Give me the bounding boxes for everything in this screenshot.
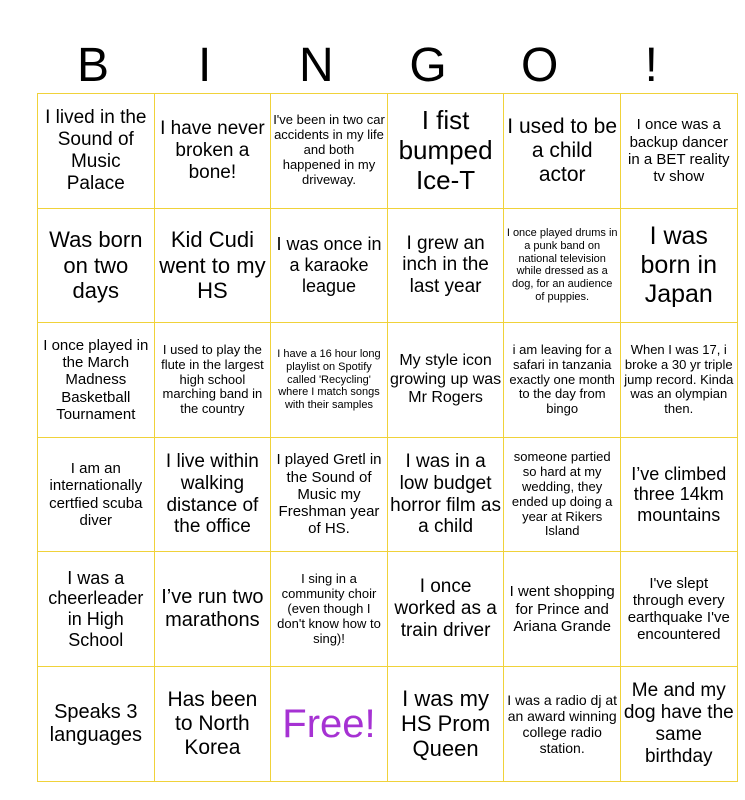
bingo-square[interactable]: I once was a backup dancer in a BET reality tv show (620, 94, 737, 209)
bingo-row (38, 208, 738, 323)
bingo-square[interactable]: I’ve climbed three 14km mountains (620, 437, 737, 552)
bingo-square[interactable]: I was once in a karaoke league (271, 208, 388, 323)
header-letter: G (409, 39, 447, 92)
bingo-square[interactable]: I played Gretl in the Sound of Music my Freshman year of HS. (271, 437, 388, 552)
bingo-square[interactable]: I’ve run two marathons (154, 552, 271, 667)
bingo-square[interactable]: I lived in the Sound of Music Palace (38, 94, 155, 209)
bingo-square[interactable]: Kid Cudi went to my HS (154, 208, 271, 323)
bingo-square[interactable]: Speaks 3 languages (38, 666, 155, 781)
bingo-square[interactable]: I was in a low budget horror film as a child (387, 437, 504, 552)
bingo-square[interactable]: I have never broken a bone! (154, 94, 271, 209)
header-letter: N (298, 39, 334, 92)
bingo-square[interactable]: I sing in a community choir (even though I don't know how to sing)! (271, 552, 388, 667)
bingo-square[interactable]: I have a 16 hour long playlist on Spotify called 'Recycling' where I match songs with their samples (271, 323, 388, 438)
bingo-row (38, 552, 738, 667)
bingo-square[interactable]: I used to be a child actor (504, 94, 621, 209)
bingo-square[interactable]: I've slept through every earthquake I've encountered (620, 552, 737, 667)
bingo-square[interactable]: When I was 17, i broke a 30 yr triple jump record. Kinda was an olympian then. (620, 323, 737, 438)
bingo-square[interactable]: I was born in Japan (620, 208, 737, 323)
bingo-square[interactable]: i am leaving for a safari in tanzania exactly one month to the day from bingo (504, 323, 621, 438)
bingo-square[interactable]: Was born on two days (38, 208, 155, 323)
bingo-row (38, 666, 738, 781)
bingo-card (37, 93, 738, 782)
bingo-square[interactable]: I grew an inch in the last year (387, 208, 504, 323)
bingo-square[interactable]: My style icon growing up was Mr Rogers (387, 323, 504, 438)
bingo-square[interactable]: I was a radio dj at an award winning college radio station. (504, 666, 621, 781)
bingo-square[interactable]: I live within walking distance of the office (154, 437, 271, 552)
bingo-row (38, 323, 738, 438)
bingo-square[interactable]: Has been to North Korea (154, 666, 271, 781)
bingo-square[interactable]: I once played in the March Madness Basketball Tournament (38, 323, 155, 438)
bingo-square[interactable]: I've been in two car accidents in my life and both happened in my driveway. (271, 94, 388, 209)
bingo-square[interactable]: I fist bumped Ice-T (387, 94, 504, 209)
bingo-square[interactable]: I was a cheerleader in High School (38, 552, 155, 667)
header-letter: I (197, 39, 212, 92)
bingo-header (37, 38, 707, 93)
bingo-square[interactable]: I once worked as a train driver (387, 552, 504, 667)
free-square[interactable]: Free! (271, 666, 388, 781)
header-letter: O (520, 39, 559, 92)
bingo-square[interactable]: I was my HS Prom Queen (387, 666, 504, 781)
bingo-square[interactable]: I used to play the flute in the largest high school marching band in the country (154, 323, 271, 438)
bingo-row (38, 437, 738, 552)
bingo-row (38, 94, 738, 209)
bingo-square[interactable]: Me and my dog have the same birthday (620, 666, 737, 781)
bingo-square[interactable]: I went shopping for Prince and Ariana Grande (504, 552, 621, 667)
bingo-square[interactable]: I once played drums in a punk band on national television while dressed as a dog, for an audience of puppies. (504, 208, 621, 323)
header-letter: B (76, 39, 109, 92)
header-letter: ! (644, 39, 658, 92)
bingo-square[interactable]: someone partied so hard at my wedding, they ended up doing a year at Rikers Island (504, 437, 621, 552)
bingo-square[interactable]: I am an internationally certfied scuba diver (38, 437, 155, 552)
